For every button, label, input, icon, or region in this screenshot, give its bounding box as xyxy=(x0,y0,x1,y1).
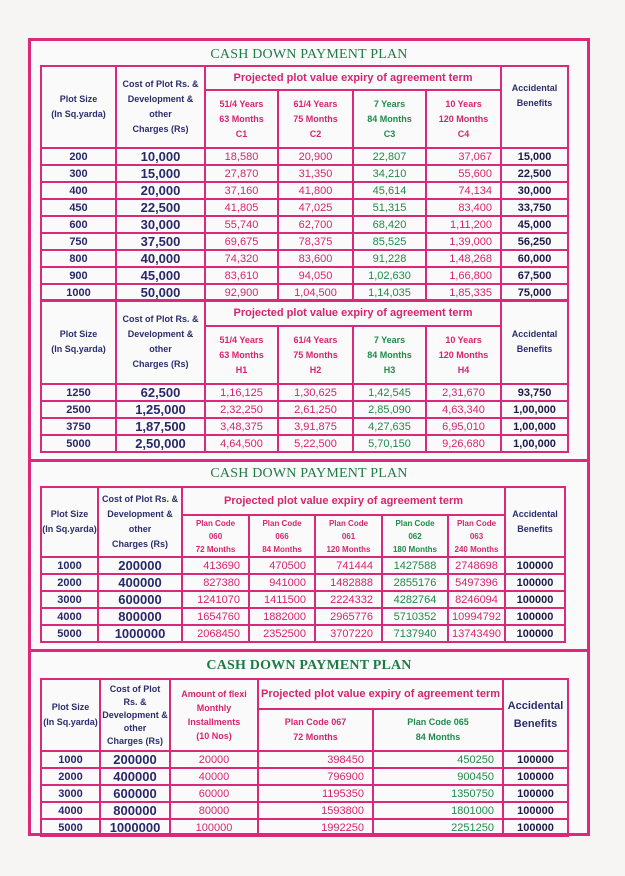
table-cell: 100000 xyxy=(505,591,565,608)
table-cell: 2500 xyxy=(41,401,116,418)
table-cell: 3,48,375 xyxy=(205,418,278,435)
header-cost: Cost of Plot Rs. & Development & other Charges (Rs) xyxy=(100,679,170,751)
table-row xyxy=(41,591,565,608)
table-cell: 1,48,268 xyxy=(426,250,501,267)
table-cell: 200 xyxy=(41,148,116,165)
table-cell: 1,14,035 xyxy=(353,284,426,301)
table-cell: 100000 xyxy=(505,608,565,625)
table-cell: 2352500 xyxy=(249,625,315,642)
table-cell: 1,42,545 xyxy=(353,384,426,401)
table-cell: 3750 xyxy=(41,418,116,435)
table-row xyxy=(41,199,568,216)
table-cell: 100000 xyxy=(505,625,565,642)
table-cell: 4282764 xyxy=(382,591,448,608)
table-cell: 200000 xyxy=(100,751,170,768)
table-cell: 1,00,000 xyxy=(501,401,568,418)
table-cell: 5,22,500 xyxy=(278,435,353,452)
table-cell: 450 xyxy=(41,199,116,216)
table-row xyxy=(41,625,565,642)
table-cell: 3000 xyxy=(41,591,98,608)
header-term-h4: 10 Years 120 Months H4 xyxy=(426,326,501,384)
table-row xyxy=(41,768,568,785)
table-cell: 55,600 xyxy=(426,165,501,182)
table-cell: 450250 xyxy=(373,751,503,768)
plan-table-codes xyxy=(40,486,566,643)
table-cell: 56,250 xyxy=(501,233,568,250)
table-cell: 5,70,150 xyxy=(353,435,426,452)
table-cell: 37,500 xyxy=(116,233,205,250)
table-cell: 3000 xyxy=(41,785,100,802)
header-flexi-installments: Amount of flexi Monthly Installments (10 Nos) xyxy=(170,679,258,751)
table-cell: 20000 xyxy=(170,751,258,768)
table-cell: 92,900 xyxy=(205,284,278,301)
table-cell: 60000 xyxy=(170,785,258,802)
table-cell: 1654760 xyxy=(182,608,249,625)
table-cell: 31,350 xyxy=(278,165,353,182)
header-cost: Cost of Plot Rs. & Development & other Charges (Rs) xyxy=(116,300,205,384)
table-cell: 1992250 xyxy=(258,819,373,836)
table-cell: 398450 xyxy=(258,751,373,768)
table-cell: 1000 xyxy=(41,284,116,301)
section-cash-down-plan-3 xyxy=(31,649,587,833)
table-cell: 100000 xyxy=(503,785,568,802)
table-cell: 100000 xyxy=(503,751,568,768)
table-cell: 41,800 xyxy=(278,182,353,199)
table-cell: 2,85,090 xyxy=(353,401,426,418)
header-term-c2: 61/4 Years 75 Months C2 xyxy=(278,90,353,148)
table-row xyxy=(41,148,568,165)
table-cell: 600000 xyxy=(100,785,170,802)
header-plan-066: Plan Code 066 84 Months xyxy=(249,515,315,557)
table-cell: 51,315 xyxy=(353,199,426,216)
table-cell: 30,000 xyxy=(116,216,205,233)
table-cell: 1,11,200 xyxy=(426,216,501,233)
table-cell: 1241070 xyxy=(182,591,249,608)
table-cell: 470500 xyxy=(249,557,315,574)
header-term-c1: 51/4 Years 63 Months C1 xyxy=(205,90,278,148)
table-cell: 15,000 xyxy=(116,165,205,182)
table-cell: 600000 xyxy=(98,591,182,608)
table-cell: 10994792 xyxy=(448,608,505,625)
table-cell: 1,87,500 xyxy=(116,418,205,435)
table-cell: 30,000 xyxy=(501,182,568,199)
table-cell: 78,375 xyxy=(278,233,353,250)
table-cell: 94,050 xyxy=(278,267,353,284)
table-cell: 55,740 xyxy=(205,216,278,233)
table-cell: 1882000 xyxy=(249,608,315,625)
table-row xyxy=(41,216,568,233)
table-cell: 1195350 xyxy=(258,785,373,802)
table-cell: 400000 xyxy=(98,574,182,591)
table-cell: 100000 xyxy=(170,819,258,836)
header-plan-063: Plan Code 063 240 Months xyxy=(448,515,505,557)
table-cell: 2,50,000 xyxy=(116,435,205,452)
table-cell: 5000 xyxy=(41,625,98,642)
table-cell: 1,25,000 xyxy=(116,401,205,418)
table-cell: 60,000 xyxy=(501,250,568,267)
table-cell: 7137940 xyxy=(382,625,448,642)
table-cell: 37,160 xyxy=(205,182,278,199)
table-row xyxy=(41,250,568,267)
table-cell: 900 xyxy=(41,267,116,284)
table-cell: 100000 xyxy=(503,768,568,785)
table-cell: 15,000 xyxy=(501,148,568,165)
table-row xyxy=(41,165,568,182)
table-cell: 33,750 xyxy=(501,199,568,216)
table-cell: 413690 xyxy=(182,557,249,574)
table-cell: 20,900 xyxy=(278,148,353,165)
table-cell: 8246094 xyxy=(448,591,505,608)
table-row xyxy=(41,435,568,452)
section-title: CASH DOWN PAYMENT PLAN xyxy=(206,658,412,673)
table-cell: 80000 xyxy=(170,802,258,819)
header-projected-value: Projected plot value expiry of agreement term xyxy=(205,300,501,326)
table-cell: 83,400 xyxy=(426,199,501,216)
header-accidental-benefits: Accidental Benefits xyxy=(501,66,568,148)
table-cell: 5497396 xyxy=(448,574,505,591)
table-cell: 2,61,250 xyxy=(278,401,353,418)
table-cell: 1,16,125 xyxy=(205,384,278,401)
table-row xyxy=(41,557,565,574)
table-cell: 800 xyxy=(41,250,116,267)
table-cell: 37,067 xyxy=(426,148,501,165)
table-cell: 1,00,000 xyxy=(501,418,568,435)
table-cell: 100000 xyxy=(503,819,568,836)
table-cell: 1000000 xyxy=(100,819,170,836)
table-cell: 91,228 xyxy=(353,250,426,267)
header-term-h3: 7 Years 84 Months H3 xyxy=(353,326,426,384)
table-cell: 40,000 xyxy=(116,250,205,267)
table-cell: 62,700 xyxy=(278,216,353,233)
table-cell: 3707220 xyxy=(315,625,382,642)
table-cell: 45,000 xyxy=(116,267,205,284)
table-row xyxy=(41,608,565,625)
table-cell: 100000 xyxy=(503,802,568,819)
table-cell: 85,525 xyxy=(353,233,426,250)
header-term-h2: 61/4 Years 75 Months H2 xyxy=(278,326,353,384)
header-cost: Cost of Plot Rs. & Development & other Charges (Rs) xyxy=(116,66,205,148)
table-cell: 1000000 xyxy=(98,625,182,642)
header-projected-value: Projected plot value expiry of agreement term xyxy=(258,679,503,709)
header-plan-065: Plan Code 065 84 Months xyxy=(373,709,503,751)
table-row xyxy=(41,785,568,802)
table-cell: 41,805 xyxy=(205,199,278,216)
table-cell: 45,000 xyxy=(501,216,568,233)
table-cell: 5710352 xyxy=(382,608,448,625)
table-cell: 1350750 xyxy=(373,785,503,802)
table-cell: 2000 xyxy=(41,574,98,591)
table-row xyxy=(41,233,568,250)
table-cell: 300 xyxy=(41,165,116,182)
table-cell: 100000 xyxy=(505,557,565,574)
section-title: CASH DOWN PAYMENT PLAN xyxy=(210,466,408,481)
table-cell: 4,27,635 xyxy=(353,418,426,435)
table-cell: 2000 xyxy=(41,768,100,785)
header-accidental-benefits: Accidental Benefits xyxy=(503,679,568,751)
table-cell: 1427588 xyxy=(382,557,448,574)
table-cell: 68,420 xyxy=(353,216,426,233)
table-cell: 6,95,010 xyxy=(426,418,501,435)
table-row xyxy=(41,418,568,435)
header-plan-060: Plan Code 060 72 Months xyxy=(182,515,249,557)
header-cost: Cost of Plot Rs. & Development & other Charges (Rs) xyxy=(98,487,182,557)
table-row xyxy=(41,819,568,836)
header-plot-size: Plot Size (In Sq.yarda) xyxy=(41,66,116,148)
header-term-h1: 51/4 Years 63 Months H1 xyxy=(205,326,278,384)
table-cell: 400000 xyxy=(100,768,170,785)
table-cell: 2,32,250 xyxy=(205,401,278,418)
table-cell: 2251250 xyxy=(373,819,503,836)
table-cell: 5000 xyxy=(41,819,100,836)
table-row xyxy=(41,267,568,284)
table-cell: 22,500 xyxy=(501,165,568,182)
header-plan-067: Plan Code 067 72 Months xyxy=(258,709,373,751)
table-cell: 2748698 xyxy=(448,557,505,574)
table-cell: 1,00,000 xyxy=(501,435,568,452)
table-cell: 2224332 xyxy=(315,591,382,608)
table-cell: 75,000 xyxy=(501,284,568,301)
table-cell: 2068450 xyxy=(182,625,249,642)
table-cell: 750 xyxy=(41,233,116,250)
table-cell: 1,04,500 xyxy=(278,284,353,301)
header-accidental-benefits: Accidental Benefits xyxy=(505,487,565,557)
plan-table-flexi xyxy=(40,678,569,837)
table-cell: 18,580 xyxy=(205,148,278,165)
table-cell: 1801000 xyxy=(373,802,503,819)
table-cell: 2965776 xyxy=(315,608,382,625)
table-cell: 1250 xyxy=(41,384,116,401)
plan-table-h xyxy=(40,299,569,453)
table-cell: 83,610 xyxy=(205,267,278,284)
table-cell: 900450 xyxy=(373,768,503,785)
table-cell: 2855176 xyxy=(382,574,448,591)
table-cell: 9,26,680 xyxy=(426,435,501,452)
header-term-c4: 10 Years 120 Months C4 xyxy=(426,90,501,148)
table-cell: 20,000 xyxy=(116,182,205,199)
header-plot-size: Plot Size (In Sq.yarda) xyxy=(41,300,116,384)
table-cell: 5000 xyxy=(41,435,116,452)
plan-table-c xyxy=(40,65,569,302)
table-cell: 13743490 xyxy=(448,625,505,642)
table-row xyxy=(41,401,568,418)
section-title: CASH DOWN PAYMENT PLAN xyxy=(210,47,408,62)
table-cell: 741444 xyxy=(315,557,382,574)
table-cell: 22,500 xyxy=(116,199,205,216)
table-cell: 827380 xyxy=(182,574,249,591)
header-projected-value: Projected plot value expiry of agreement term xyxy=(205,66,501,90)
table-row xyxy=(41,182,568,199)
table-cell: 1000 xyxy=(41,751,100,768)
table-cell: 1,66,800 xyxy=(426,267,501,284)
header-projected-value: Projected plot value expiry of agreement term xyxy=(182,487,505,515)
header-plot-size: Plot Size (In Sq.yarda) xyxy=(41,487,98,557)
section-cash-down-plan-2 xyxy=(31,459,587,649)
table-row xyxy=(41,574,565,591)
table-row xyxy=(41,802,568,819)
table-cell: 400 xyxy=(41,182,116,199)
table-cell: 4000 xyxy=(41,608,98,625)
header-plan-061: Plan Code 061 120 Months xyxy=(315,515,382,557)
table-cell: 1,39,000 xyxy=(426,233,501,250)
table-cell: 93,750 xyxy=(501,384,568,401)
table-cell: 100000 xyxy=(505,574,565,591)
table-cell: 1,30,625 xyxy=(278,384,353,401)
table-cell: 10,000 xyxy=(116,148,205,165)
table-cell: 800000 xyxy=(100,802,170,819)
table-row xyxy=(41,751,568,768)
table-cell: 47,025 xyxy=(278,199,353,216)
table-cell: 796900 xyxy=(258,768,373,785)
table-cell: 2,31,670 xyxy=(426,384,501,401)
table-cell: 74,320 xyxy=(205,250,278,267)
table-cell: 27,870 xyxy=(205,165,278,182)
brochure-frame xyxy=(28,38,590,836)
table-cell: 83,600 xyxy=(278,250,353,267)
table-cell: 600 xyxy=(41,216,116,233)
table-cell: 800000 xyxy=(98,608,182,625)
table-row xyxy=(41,384,568,401)
header-accidental-benefits: Accidental Benefits xyxy=(501,300,568,384)
table-cell: 4,64,500 xyxy=(205,435,278,452)
header-plot-size: Plot Size (In Sq.yarda) xyxy=(41,679,100,751)
table-cell: 22,807 xyxy=(353,148,426,165)
table-cell: 1,02,630 xyxy=(353,267,426,284)
table-cell: 1593800 xyxy=(258,802,373,819)
section-cash-down-plan-1 xyxy=(31,41,587,459)
table-cell: 74,134 xyxy=(426,182,501,199)
table-cell: 50,000 xyxy=(116,284,205,301)
table-cell: 4,63,340 xyxy=(426,401,501,418)
table-cell: 45,614 xyxy=(353,182,426,199)
table-cell: 69,675 xyxy=(205,233,278,250)
table-cell: 1000 xyxy=(41,557,98,574)
header-plan-062: Plan Code 062 180 Months xyxy=(382,515,448,557)
table-cell: 3,91,875 xyxy=(278,418,353,435)
table-cell: 1482888 xyxy=(315,574,382,591)
table-cell: 4000 xyxy=(41,802,100,819)
table-cell: 67,500 xyxy=(501,267,568,284)
table-cell: 941000 xyxy=(249,574,315,591)
table-cell: 62,500 xyxy=(116,384,205,401)
header-term-c3: 7 Years 84 Months C3 xyxy=(353,90,426,148)
table-cell: 40000 xyxy=(170,768,258,785)
table-cell: 34,210 xyxy=(353,165,426,182)
table-cell: 1411500 xyxy=(249,591,315,608)
table-cell: 200000 xyxy=(98,557,182,574)
table-cell: 1,85,335 xyxy=(426,284,501,301)
